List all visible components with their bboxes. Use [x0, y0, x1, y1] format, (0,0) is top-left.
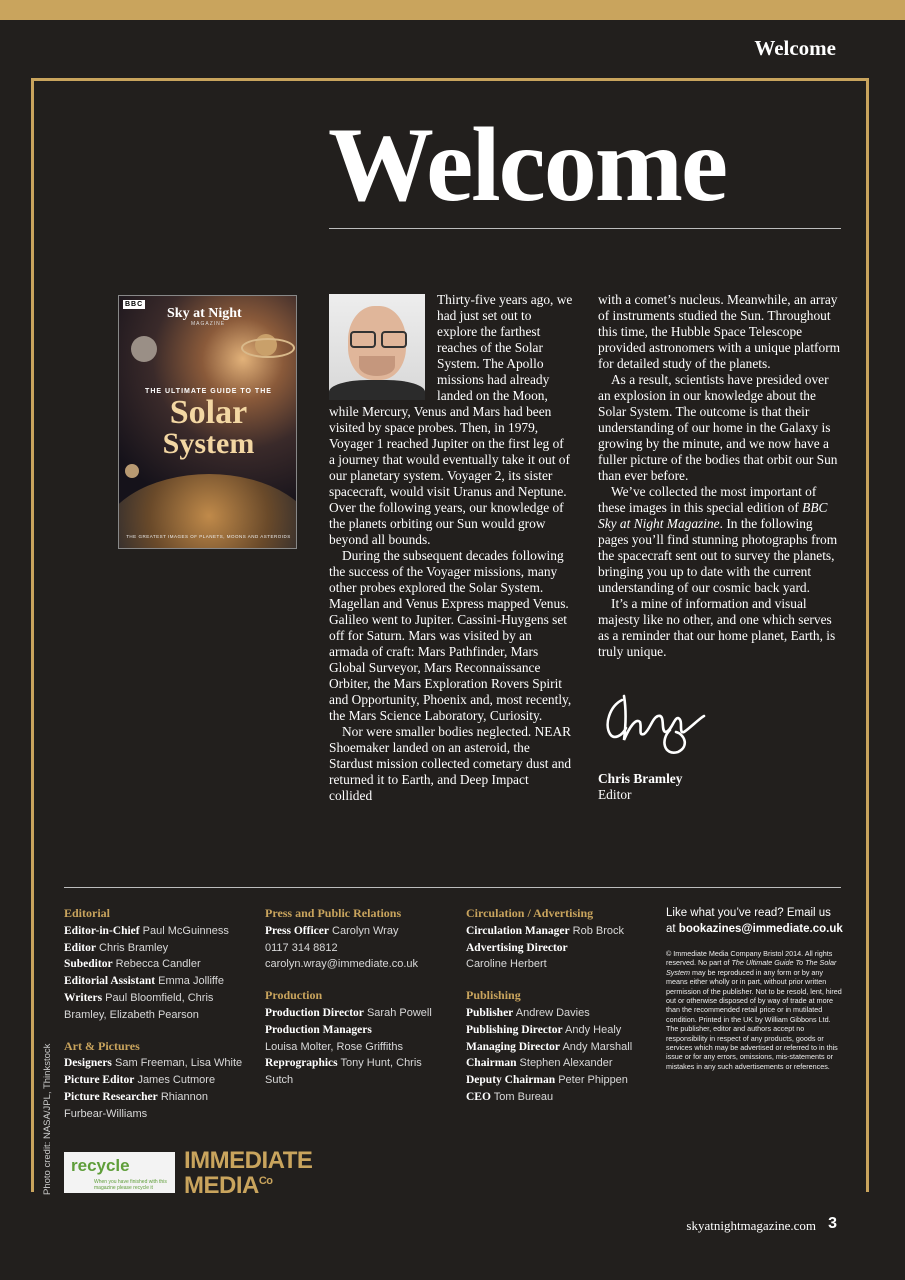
cover-title-line2: System: [162, 427, 255, 460]
cover-title-line1: Solar: [169, 394, 248, 431]
press-email[interactable]: carolyn.wray@immediate.co.uk: [265, 958, 418, 971]
article-column-left: [329, 404, 573, 804]
magazine-cover-image: [118, 295, 297, 549]
credits-heading: Circulation / Advertising: [466, 906, 594, 920]
section-label: Welcome: [754, 36, 836, 60]
cover-masthead: Sky at Night: [167, 306, 242, 321]
magazine-title: BBC Sky at Night Magazine: [598, 500, 828, 531]
credit-row: Production Managers: [265, 1023, 372, 1036]
page-title: Welcome: [328, 106, 727, 223]
article-paragraph: It’s a mine of information and visual majesty like no other, and one which serves as a reminder that our home planet, Earth, is truly unique.: [598, 596, 836, 659]
cover-tagline: THE GREATEST IMAGES OF PLANETS, MOONS AND ASTEROIDS: [126, 534, 291, 539]
credit-row: Editor-in-Chief Paul McGuinness: [64, 924, 229, 937]
article-paragraph: while Mercury, Venus and Mars had been visited by space probes. Then, in 1979, Voyager 1 reached Jupiter on the first leg of a journey that would eventually take it out of our planetary system. Voyager 2, its sister spacecraft, would visit Uranus and Neptune. Over the following years, our knowledge of the planets orbiting our Sun would grow beyond all bounds.: [329, 404, 570, 547]
credit-row: Reprographics Tony Hunt, Chris Sutch: [265, 1057, 422, 1087]
credit-row: Editor Chris Bramley: [64, 941, 169, 954]
top-accent-bar: [0, 0, 905, 20]
credit-row: Publisher Andrew Davies: [466, 1006, 590, 1019]
cover-masthead-sub: MAGAZINE: [191, 321, 226, 327]
credit-row: Chairman Stephen Alexander: [466, 1057, 613, 1070]
recycle-note: When you have finished with this magazine please recycle it: [94, 1179, 167, 1191]
photo-credit: Photo credit: NASA/JPL, Thinkstock: [42, 1043, 53, 1195]
article-paragraph: We’ve collected the most important of these images in this special edition of BBC Sky at Night Magazine. In the following pages you’ll find stunning photographs from the spacecraft sent out to survey the planets, bringing you up to date with the current understanding of our cosmic back yard.: [598, 484, 838, 595]
credit-row: CEO Tom Bureau: [466, 1090, 554, 1103]
credit-row: Circulation Manager Rob Brock: [466, 924, 625, 937]
credit-row: Advertising Director: [466, 941, 568, 954]
credit-row: Managing Director Andy Marshall: [466, 1040, 633, 1053]
credit-names: Caroline Herbert: [466, 958, 547, 971]
article-column-right: [598, 292, 841, 660]
planet-graphic: [125, 464, 139, 478]
bbc-logo: BBC: [125, 301, 144, 308]
article-paragraph: with a comet’s nucleus. Meanwhile, an array of instruments studied the Sun. Throughout this time, the Hubble Space Telescope provided astronomers with a unique platform for detailed study of the planets.: [598, 292, 841, 371]
credit-row: Production Director Sarah Powell: [265, 1006, 432, 1019]
credits-heading: Production: [265, 988, 323, 1003]
credit-row: Subeditor Rebecca Candler: [64, 958, 201, 971]
credit-row: Designers Sam Freeman, Lisa White: [64, 1057, 243, 1070]
credits-divider: [64, 887, 841, 888]
title-divider: [329, 228, 841, 229]
contact-line: Like what you’ve read? Email us: [666, 907, 831, 919]
credits-heading: Editorial: [64, 906, 111, 920]
credits-editorial: [64, 905, 244, 1123]
page-number: 3: [828, 1215, 837, 1232]
article-paragraph: During the subsequent decades following the success of the Voyager missions, many other probes explored the Solar System. Magellan and Venus Express mapped Venus. Galileo went to Jupiter. Cassini-Huygens set off for Saturn. Mars was visited by an armada of craft: Mars Pathfinder, Mars Global Surveyor, Mars Reconnaissance Orbiter, the Mars Exploration Rovers Spirit and Opportunity, Phoenix and, most recently, the Mars Science Laboratory, Curiosity.: [329, 548, 572, 723]
glasses-lens-left: [350, 331, 376, 348]
credit-row: Picture Editor James Cutmore: [64, 1074, 216, 1087]
credit-row: Press Officer Carolyn Wray: [265, 924, 399, 937]
credit-row: Editorial Assistant Emma Jolliffe: [64, 975, 224, 988]
credit-row: Publishing Director Andy Healy: [466, 1023, 622, 1036]
footer-website[interactable]: skyatnightmagazine.com: [686, 1218, 816, 1233]
cover-kicker: THE ULTIMATE GUIDE TO THE: [145, 388, 272, 395]
editor-role: Editor: [598, 787, 632, 802]
editor-signature: [600, 688, 706, 758]
portrait-beard: [359, 356, 395, 376]
credit-row: Deputy Chairman Peter Phippen: [466, 1074, 628, 1087]
recycle-logo: [64, 1152, 175, 1193]
credit-row: Picture Researcher Rhiannon Furbear-Williams: [64, 1090, 208, 1120]
article-paragraph: As a result, scientists have presided over an explosion in our knowledge about the Solar System. The outcome is that their understanding of our home in the Galaxy is growing by the minute, and we now have a fuller picture of the bodies that orbit our Sun than ever before.: [598, 372, 838, 483]
moon-graphic: [131, 336, 157, 362]
recycle-icon: recycle: [71, 1156, 130, 1175]
press-phone: 0117 314 8812: [265, 941, 338, 954]
immediate-media-logo: IMMEDIATE $MEDIA^{Co}$: [184, 1147, 313, 1199]
glasses-lens-right: [381, 331, 407, 348]
editor-name: Chris Bramley: [598, 771, 683, 786]
credits-heading: Press and Public Relations: [265, 906, 402, 920]
saturn-ring-graphic: [241, 338, 295, 358]
credits-press-production: [265, 905, 445, 1089]
legal-notice: © Immediate Media Company Bristol 2014. All rights reserved. No part of The Ultimate Guide To The Solar System may be reproduced in any form or by any means either wholly or in part, without prior written permission of the publisher. Not to be resold, lent, hired out or otherwise disposed of by way of trade at more than the recommended retail price or in mutilated condition. Printed in the UK by William Gibbons Ltd. The publisher, editor and authors accept no responsibility in respect of any products, goods or services which may be advertised or referred to in this issue or for any errors, omissions, mis-statements or mistakes in any such advertisements or references.: [666, 949, 842, 1071]
credits-circulation-publishing: [466, 905, 646, 1106]
credits-contact: [666, 905, 846, 1071]
contact-email-link[interactable]: bookazines@immediate.co.uk: [678, 923, 843, 935]
credit-row: Writers Paul Bloomfield, Chris Bramley, Elizabeth Pearson: [64, 991, 214, 1021]
article-paragraph: Nor were smaller bodies neglected. NEAR Shoemaker landed on an asteroid, the Stardust mission collected cometary dust and returned it to Earth, and Deep Impact collided: [329, 724, 572, 803]
credits-heading: Publishing: [466, 988, 521, 1003]
article-intro: [437, 292, 573, 404]
editor-portrait: [329, 294, 425, 400]
portrait-shirt: [329, 380, 425, 400]
contact-line: at bookazines@immediate.co.uk: [666, 923, 843, 935]
credit-names: Louisa Molter, Rose Griffiths: [265, 1040, 403, 1053]
article-paragraph: Thirty-five years ago, we had just set out to explore the farthest reaches of the Solar System. The Apollo missions had already landed on the Moon,: [437, 292, 573, 403]
credits-heading: Art & Pictures: [64, 1038, 140, 1053]
